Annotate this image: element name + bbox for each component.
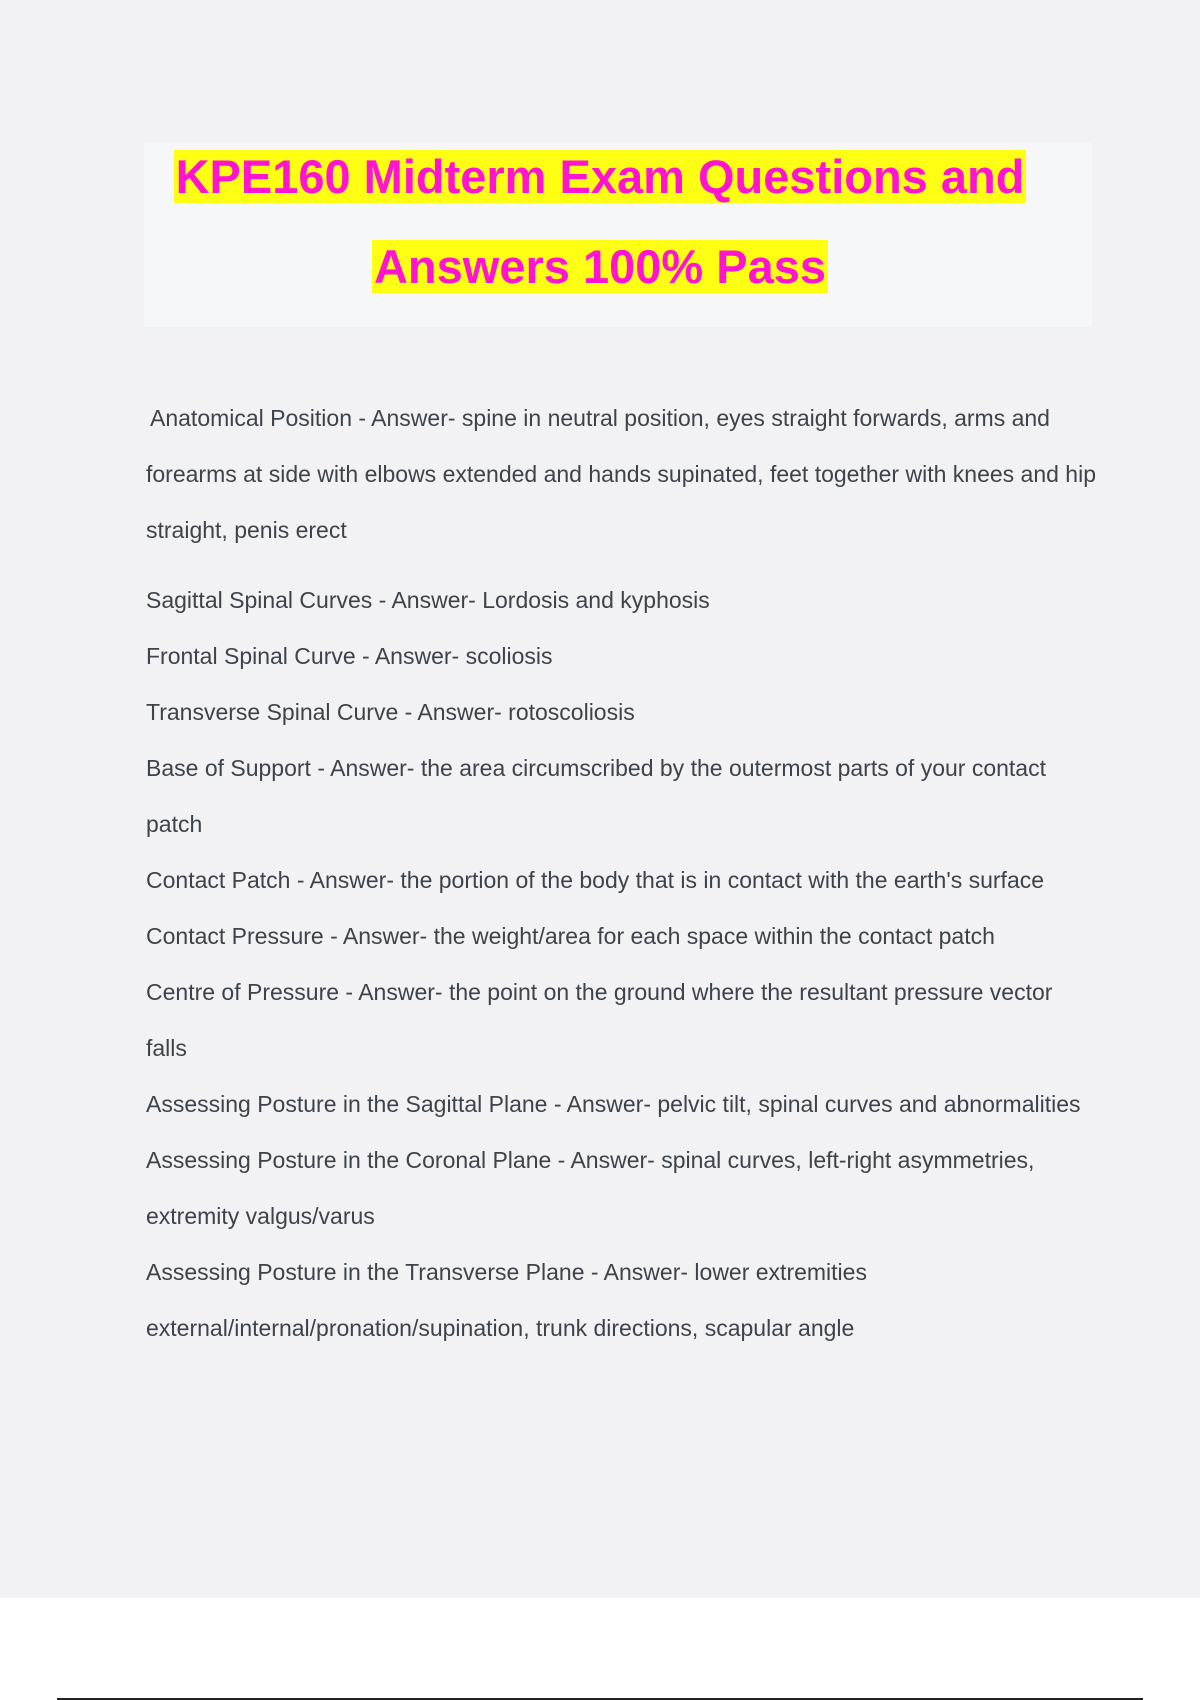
qa-entry-posture-coronal-plane: Assessing Posture in the Coronal Plane - Answer- spinal curves, left-right asymmetries, extremity valgus/varus: [146, 1147, 1035, 1229]
qa-entry-centre-of-pressure: Centre of Pressure - Answer- the point on the ground where the resultant pressure vector falls: [146, 979, 1053, 1061]
qa-list: [146, 390, 1096, 1356]
qa-entry-contact-pressure: Contact Pressure - Answer- the weight/area for each space within the contact patch: [146, 923, 995, 949]
qa-entry-posture-transverse-plane: Assessing Posture in the Transverse Plane - Answer- lower extremities external/internal/pronation/supination, trunk directions, scapular angle: [146, 1259, 867, 1341]
qa-entry-frontal-spinal-curve: Frontal Spinal Curve - Answer- scoliosis: [146, 643, 553, 669]
qa-entry-posture-sagittal-plane: Assessing Posture in the Sagittal Plane - Answer- pelvic tilt, spinal curves and abnormalities: [146, 1091, 1081, 1117]
qa-entry-base-of-support: Base of Support - Answer- the area circumscribed by the outermost parts of your contact patch: [146, 755, 1046, 837]
qa-entry-contact-patch: Contact Patch - Answer- the portion of the body that is in contact with the earth's surface: [146, 867, 1045, 893]
qa-entry-sagittal-spinal-curves: Sagittal Spinal Curves - Answer- Lordosis and kyphosis: [146, 587, 710, 613]
qa-entry-anatomical-position: Anatomical Position - Answer- spine in neutral position, eyes straight forwards, arms and forearms at side with elbows extended and hands supinated, feet together with knees and hip straight, penis erect: [146, 405, 1096, 543]
qa-entry-transverse-spinal-curve: Transverse Spinal Curve - Answer- rotoscoliosis: [146, 699, 635, 725]
document-title-line-2: Answers 100% Pass: [373, 240, 826, 293]
document-title-line-1: KPE160 Midterm Exam Questions and: [175, 150, 1025, 203]
